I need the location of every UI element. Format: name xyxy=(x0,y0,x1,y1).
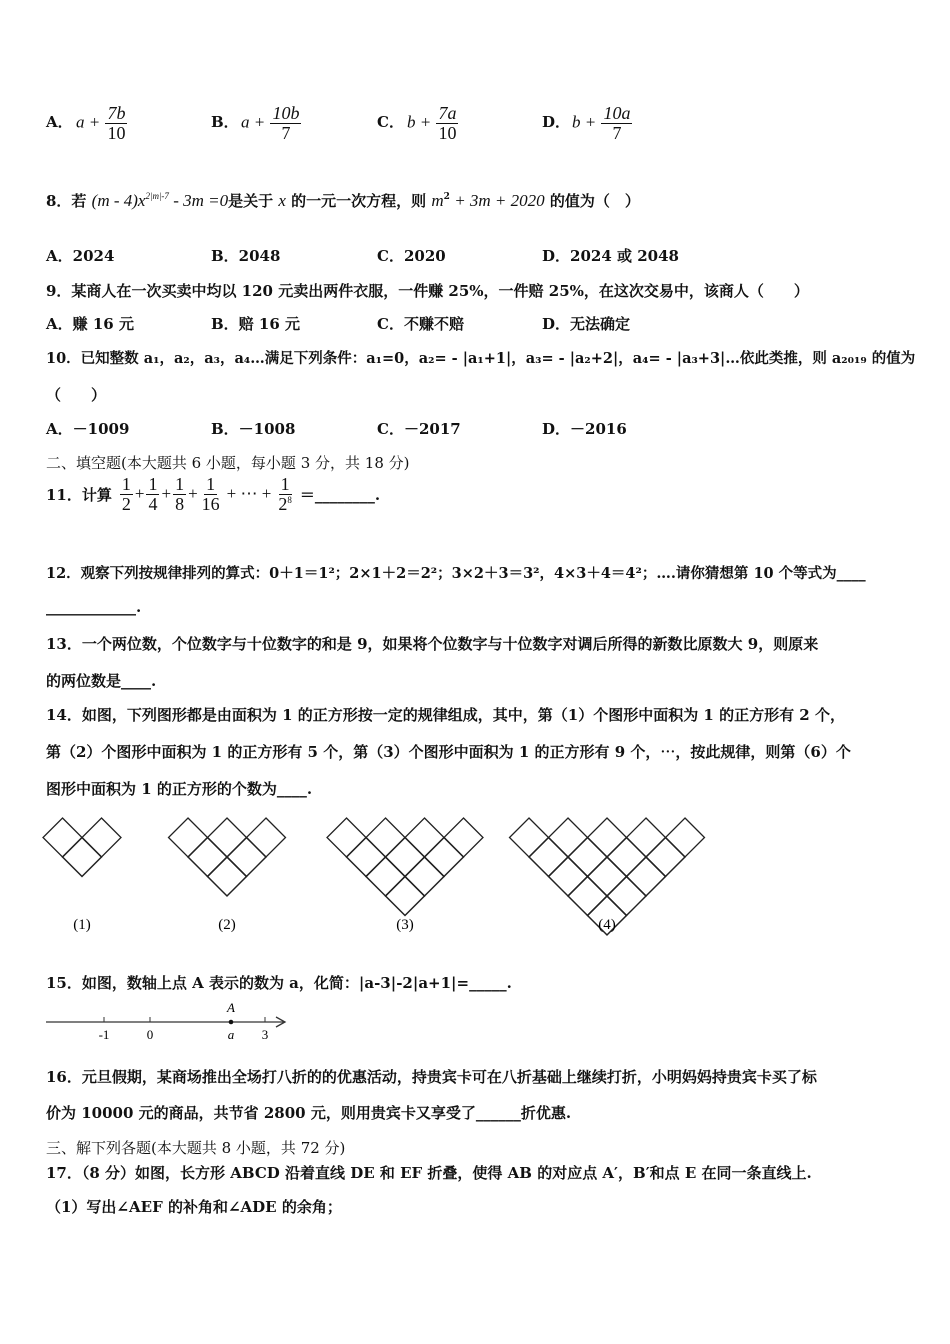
unit-square xyxy=(405,857,444,896)
q8-option-d: D．2024 或 2048 xyxy=(542,247,679,265)
q9-option-d: D．无法确定 xyxy=(542,315,631,333)
unit-square xyxy=(82,818,121,857)
label-A: A xyxy=(227,1000,235,1015)
unit-square xyxy=(208,857,247,896)
unit-square xyxy=(327,818,366,857)
option-label: B． xyxy=(211,113,239,132)
unit-square xyxy=(549,857,588,896)
unit-square xyxy=(627,857,666,896)
unit-square xyxy=(405,818,444,857)
denominator: 8 xyxy=(175,493,185,514)
numerator: 10b xyxy=(272,103,300,123)
unit-square xyxy=(63,838,102,877)
unit-square xyxy=(568,877,607,916)
plus-sign: + xyxy=(161,484,172,504)
answer-blank: ＝________. xyxy=(299,485,381,504)
question-14-line-1: 14．如图，下列图形都是由面积为 1 的正方形按一定的规律组成，其中，第（1）个图形中面积为 1 的正方形有 2 个， xyxy=(46,706,845,724)
question-17-part-1: （1）写出∠AEF 的补角和∠ADE 的余角； xyxy=(46,1198,342,1216)
denominator: 10 xyxy=(438,122,457,143)
unit-square xyxy=(607,877,646,916)
unit-square xyxy=(386,877,425,916)
fraction-2 xyxy=(146,475,159,514)
section-3-heading: 三、解下列各题(本大题共 8 小题，共 72 分) xyxy=(46,1139,346,1157)
option-label: A． xyxy=(46,113,73,132)
question-17-line-1: 17．（8 分）如图，长方形 ABCD 沿着直线 DE 和 EF 折叠，使得 AB 的对应点 A′，B′和点 E 在同一条直线上. xyxy=(46,1164,812,1182)
unit-square xyxy=(588,818,627,857)
question-9: 9．某商人在一次买卖中均以 120 元卖出两件衣服，一件赚 25%，一件赔 25%，在这次交易中，该商人（ ） xyxy=(46,282,809,300)
q7-option-d xyxy=(542,104,632,143)
unit-square xyxy=(549,818,588,857)
square-pattern-figures xyxy=(40,808,720,938)
unit-square xyxy=(347,838,386,877)
question-12-line-2: ____________. xyxy=(46,598,142,616)
unit-square xyxy=(227,838,266,877)
unit-square xyxy=(646,838,685,877)
label-minus-1: -1 xyxy=(98,1027,110,1042)
unit-square xyxy=(425,838,464,877)
numerator: 7b xyxy=(107,103,126,123)
question-13-line-1: 13．一个两位数，个位数字与十位数字的和是 9，如果将个位数字与十位数字对调后所得的新数比原数大 9，则原来 xyxy=(46,635,819,653)
equation-left: (m - 4)x xyxy=(91,191,146,210)
variable: x xyxy=(278,191,286,210)
unit-square xyxy=(510,818,549,857)
denominator-base: 2 xyxy=(278,493,288,514)
caption-3: (3) xyxy=(396,917,414,933)
unit-square xyxy=(386,838,425,877)
unit-square xyxy=(529,838,568,877)
unit-square xyxy=(386,838,425,877)
fraction-3 xyxy=(173,475,186,514)
numerator: 1 xyxy=(175,474,185,494)
q9-option-b: B．赔 16 元 xyxy=(211,315,300,333)
q10-option-b: B．－1008 xyxy=(211,420,296,438)
unit-square xyxy=(627,818,666,857)
question-text: 是关于 xyxy=(228,192,274,210)
question-16-line-1: 16．元旦假期，某商场推出全场打八折的的优惠活动，持贵宾卡可在八折基础上继续打折，小明妈妈持贵宾卡买了标 xyxy=(46,1068,817,1086)
question-15: 15．如图，数轴上点 A 表示的数为 a，化简：|a-3|-2|a+1|=_____. xyxy=(46,974,512,992)
unit-square xyxy=(549,857,588,896)
denominator xyxy=(276,495,294,514)
numerator: 1 xyxy=(206,474,216,494)
unit-square xyxy=(529,838,568,877)
fraction-last xyxy=(276,475,294,514)
q9-option-a: A．赚 16 元 xyxy=(46,315,134,333)
q7-option-b xyxy=(211,104,301,143)
question-text: 的一元一次方程，则 xyxy=(291,192,427,210)
equation-right: - 3m =0 xyxy=(168,191,229,210)
unit-square xyxy=(607,838,646,877)
denominator: 2 xyxy=(121,493,131,514)
option-pre: a + xyxy=(241,112,266,132)
fraction-4 xyxy=(200,475,222,514)
question-number: 8．若 xyxy=(46,192,87,210)
question-12-line-1: 12．观察下列按规律排列的算式：0＋1＝1²；2×1＋2＝2²；3×2＋3＝3²，4×3＋4＝4²；….请你猜想第 10 个等式为____ xyxy=(46,565,866,582)
question-16-line-2: 价为 10000 元的商品，共节省 2800 元，则用贵宾卡又享受了______折优惠. xyxy=(46,1104,572,1122)
numerator: 1 xyxy=(121,474,131,494)
unit-square xyxy=(425,838,464,877)
denominator: 10 xyxy=(107,122,126,143)
label-3: 3 xyxy=(261,1027,269,1042)
unit-square xyxy=(208,857,247,896)
expression-base: m xyxy=(431,191,444,210)
numerator: 1 xyxy=(148,474,158,494)
unit-square xyxy=(208,818,247,857)
unit-square xyxy=(588,857,627,896)
caption-1: (1) xyxy=(73,917,91,933)
question-14-line-3: 图形中面积为 1 的正方形的个数为____. xyxy=(46,780,313,798)
unit-square xyxy=(347,838,386,877)
q10-option-c: C．－2017 xyxy=(377,420,461,438)
unit-square xyxy=(607,838,646,877)
unit-square xyxy=(169,818,208,857)
option-label: C． xyxy=(377,113,404,132)
numerator: 7a xyxy=(438,103,457,123)
plus-sign: + xyxy=(134,484,145,504)
q8-option-a: A．2024 xyxy=(46,247,115,265)
caption-4: (4) xyxy=(598,917,616,933)
unit-square xyxy=(568,877,607,916)
unit-square xyxy=(646,838,685,877)
unit-square xyxy=(63,838,102,877)
point-a xyxy=(229,1020,234,1025)
section-2-heading: 二、填空题(本大题共 6 小题，每小题 3 分，共 18 分) xyxy=(46,454,410,472)
denominator: 7 xyxy=(281,122,291,143)
unit-square xyxy=(568,838,607,877)
unit-square xyxy=(366,818,405,857)
q7-option-a xyxy=(46,104,127,143)
fraction xyxy=(601,104,632,143)
unit-square xyxy=(588,857,627,896)
numerator: 1 xyxy=(280,474,290,494)
fraction xyxy=(436,104,458,143)
expression-rest: + 3m + 2020 xyxy=(449,191,545,210)
unit-square xyxy=(386,877,425,916)
fraction xyxy=(105,104,127,143)
q8-option-c: C．2020 xyxy=(377,247,446,265)
question-10: 10．已知整数 a₁，a₂，a₃，a₄…满足下列条件：a₁=0，a₂= - |a₁+1|，a₃= - |a₂+2|，a₄= - |a₃+3|…依此类推，则 a₂₀₁₉ 的值为 xyxy=(46,350,916,367)
q7-option-c xyxy=(377,104,458,143)
unit-square xyxy=(405,857,444,896)
unit-square xyxy=(607,877,646,916)
unit-square xyxy=(247,818,286,857)
unit-square xyxy=(188,838,227,877)
expression-exponent: 2 xyxy=(443,192,450,202)
label-0: 0 xyxy=(146,1027,154,1042)
question-13-line-2: 的两位数是____. xyxy=(46,672,157,690)
unit-square xyxy=(568,838,607,877)
unit-square xyxy=(188,838,227,877)
label-a: a xyxy=(227,1027,235,1042)
fraction xyxy=(270,104,301,143)
fraction-1 xyxy=(120,475,133,514)
question-14-line-2: 第（2）个图形中面积为 1 的正方形有 5 个，第（3）个图形中面积为 1 的正方形有 9 个，⋯，按此规律，则第（6）个 xyxy=(46,743,851,761)
unit-square xyxy=(666,818,705,857)
unit-square xyxy=(43,818,82,857)
option-label: D． xyxy=(542,113,571,132)
denominator: 16 xyxy=(201,493,220,514)
option-pre: b + xyxy=(572,112,597,132)
unit-square xyxy=(366,857,405,896)
denominator: 7 xyxy=(612,122,622,143)
q8-option-b: B．2048 xyxy=(211,247,281,265)
plus-sign: + xyxy=(188,484,198,504)
q10-option-d: D．－2016 xyxy=(542,420,627,438)
ellipsis: + ⋯ + xyxy=(226,484,272,504)
question-11 xyxy=(46,475,380,514)
unit-square xyxy=(627,857,666,896)
question-10-paren: （ ） xyxy=(46,386,107,404)
denominator: 4 xyxy=(148,493,158,514)
number-line xyxy=(40,998,300,1044)
question-text: 的值为（ ） xyxy=(549,192,640,210)
option-pre: a + xyxy=(76,112,101,132)
caption-2: (2) xyxy=(218,917,236,933)
unit-square xyxy=(444,818,483,857)
equation-exponent: 2|m|-7 xyxy=(145,191,169,201)
question-label: 11．计算 xyxy=(46,485,112,504)
unit-square xyxy=(227,838,266,877)
option-pre: b + xyxy=(407,112,432,132)
question-8 xyxy=(46,190,640,211)
denominator-exponent: 8 xyxy=(287,494,292,505)
unit-square xyxy=(366,857,405,896)
q9-option-c: C．不赚不赔 xyxy=(377,315,464,333)
q10-option-a: A．－1009 xyxy=(46,420,130,438)
numerator: 10a xyxy=(603,103,631,123)
